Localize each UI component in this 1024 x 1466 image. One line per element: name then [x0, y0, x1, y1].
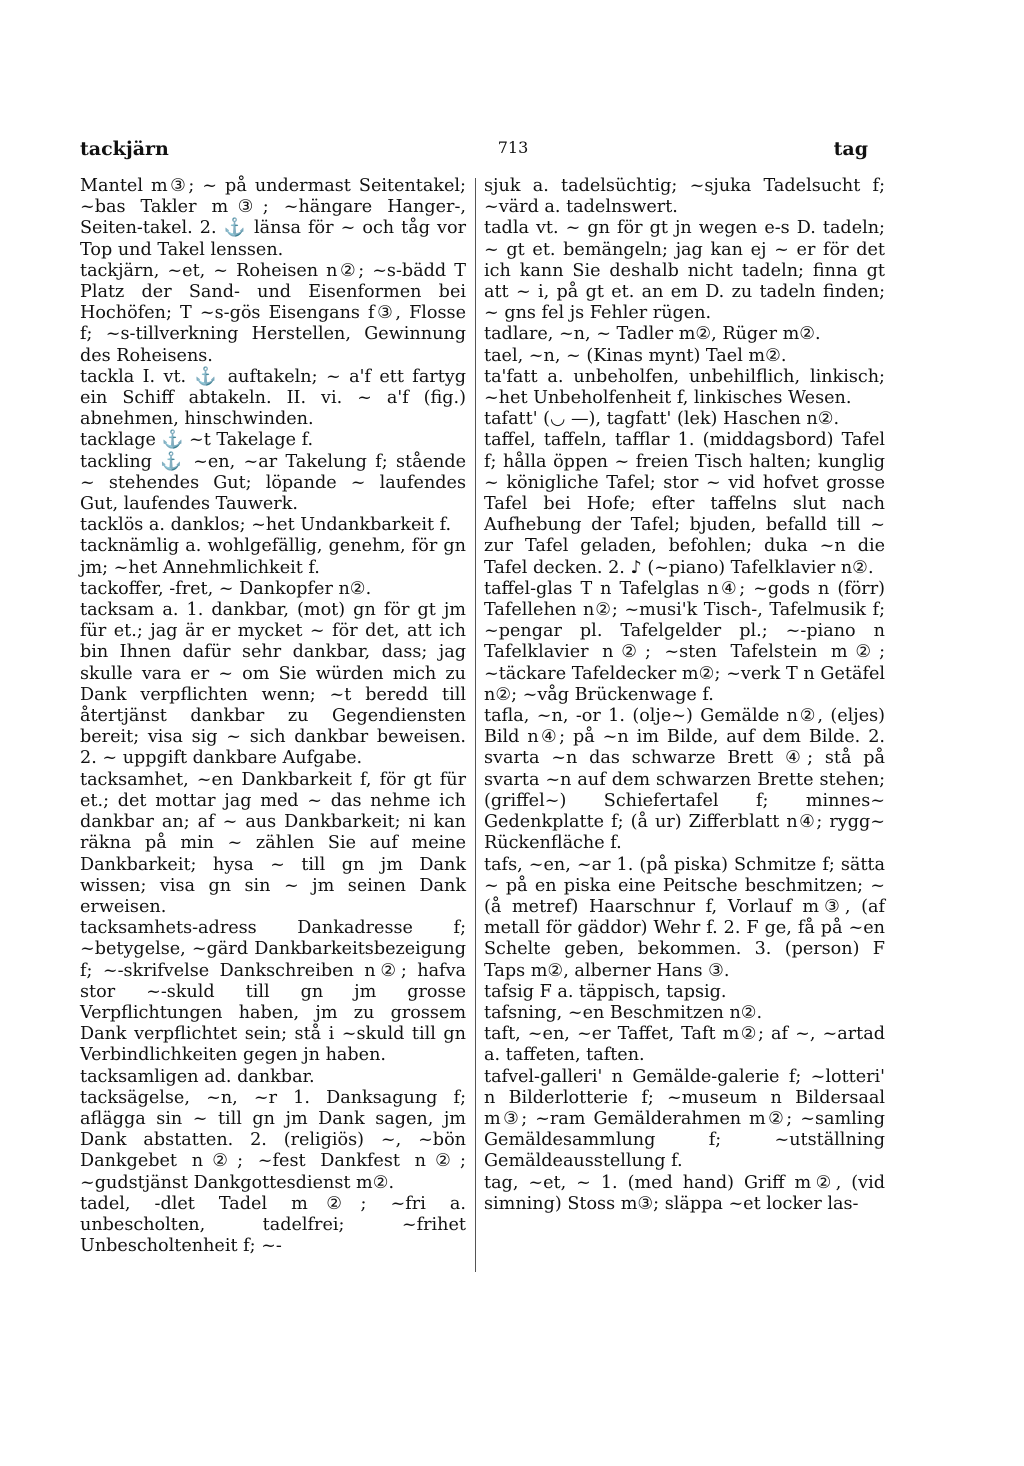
entry: tadla vt. ~ gn för gt jn wegen e-s D. tadeln; ~ gt et. bemängeln; jag kan ej ~ er för det ich kann Sie deshalb nicht tadeln; finna gt att ~ i, på gt et. an em D. zu tadeln finden; ~ gns fel js Fehler rügen. [484, 218, 885, 324]
entry: tacksamhet, ~en Dankbarkeit f, för gt für et.; det mottar jag med ~ das nehme ich dankbar an; af ~ aus Dankbarkeit; ni kan räkna på min ~ zählen Sie auf meine Dankbarkeit; hysa ~ till gn jm Dank wissen; visa gn sin ~ jm seinen Dank erweisen. [80, 769, 466, 917]
entry: tacksamligen ad. dankbar. [80, 1066, 315, 1087]
entry: tacklös a. danklos; ~het Undankbarkeit f. [80, 515, 452, 536]
entry: Mantel m③; ~ på undermast Seitentakel; ~bas Takler m③; ~hängare Hanger-, Seiten-takel. 2. ⚓ länsa för ~ och tåg vor Top und Takel lenssen. [80, 176, 466, 260]
right-column [484, 176, 885, 1215]
entry: sjuk a. tadelsüchtig; ~sjuka Tadelsucht f; ~värd a. tadelnswert. [484, 176, 885, 218]
left-column [80, 176, 466, 1257]
entry: tafatt' (◡ —), tagfatt' (lek) Haschen n②. [484, 409, 840, 430]
entry: taffel, taffeln, tafflar 1. (middagsbord) Tafel f; hålla öppen ~ freien Tisch halten; kunglig ~ königliche Tafel; stor ~ vid hofvet grosse Tafel bei Hofe; efter taffelns slut nach Aufhebung der Tafel; bjuden, befalld till ~ zur Tafel geladen, befohlen; duka ~n die Tafel decken. 2. ♪ (~piano) Tafelklavier n②. [484, 430, 885, 578]
running-head-left: tackjärn [80, 138, 169, 160]
entry: tacksam a. 1. dankbar, (mot) gn för gt jm für et.; jag är er mycket ~ för det, att ich bin Ihnen dafür sehr dankbar, dass; jag skulle vara er ~ om Sie würden mich zu Dank verpflichten wenn; ~t beredd till återtjänst dankbar zu Gegendiensten bereit; visa sig ~ sich dankbar beweisen. 2. ~ uppgift dankbare Aufgabe. [80, 600, 466, 769]
entry: tafs, ~en, ~ar 1. (på piska) Schmitze f; sätta ~ på en piska eine Peitsche beschmitzen; ~ (å metref) Haarschnur f, Vorlauf m③, (af metall för gäddor) Wehr f. 2. F ge, få på ~en Schelte geben, bekommen. 3. (person) F Taps m②, alberner Hans ③. [484, 854, 885, 981]
page-number: 713 [497, 138, 529, 157]
entry: tadlare, ~n, ~ Tadler m②, Rüger m②. [484, 324, 821, 345]
running-head-right: tag [833, 138, 868, 160]
entry: tackoffer, -fret, ~ Dankopfer n②. [80, 578, 372, 599]
entry: tafla, ~n, -or 1. (olje~) Gemälde n②, (eljes) Bild n④; på ~n im Bilde, auf dem Bilde. 2. svarta ~n das schwarze Brett ④; stå på svarta ~n auf dem schwarzen Brette stehen; (griffel~) Schiefertafel f; minnes~ Gedenkplatte f; (å ur) Zifferblatt n④; rygg~ Rückenfläche f. [484, 706, 885, 854]
entry: tacksägelse, ~n, ~r 1. Danksagung f; aflägga sin ~ till gn jm Dank sagen, jm Dank abstatten. 2. (religiös) ~, ~bön Dankgebet n②; ~fest Dankfest n②; ~gudstjänst Dankgottesdienst m②. [80, 1087, 466, 1193]
entry: tafsning, ~en Beschmitzen n②. [484, 1002, 763, 1023]
entry: tael, ~n, ~ (Kinas mynt) Tael m②. [484, 345, 787, 366]
column-divider [475, 178, 476, 1272]
entry: taffel-glas T n Tafelglas n④; ~gods n (förr) Tafellehen n②; ~musi'k Tisch-, Tafelmusik f; ~pengar pl. Tafelgelder pl.; ~-piano n Tafelklavier n②; ~sten Tafelstein m②; ~täckare Tafeldecker m②; ~verk T n Getäfel n②; ~våg Brückenwage f. [484, 578, 885, 705]
entry: tacklage ⚓ ~t Takelage f. [80, 430, 314, 451]
entry: tacksamhets-adress Dankadresse f; ~betygelse, ~gärd Dankbarkeitsbezeigung f; ~-skrifvelse Dankschreiben n②; hafva stor ~-skuld till gn jm grosse Verpflichtungen haben, jm zu grossem Dank verpflichtet sein; stå i ~skuld till gn Verbindlichkeiten gegen jn haben. [80, 918, 466, 1066]
entry: tag, ~et, ~ 1. (med hand) Griff m②, (vid simning) Stoss m③; släppa ~et locker las- [484, 1172, 885, 1214]
entry: tackla I. vt. ⚓ auftakeln; ~ a'f ett fartyg ein Schiff abtakeln. II. vi. ~ a'f (fig.) abnehmen, hinschwinden. [80, 366, 466, 430]
entry: tadel, -dlet Tadel m②; ~fri a. unbescholten, tadelfrei; ~frihet Unbescholtenheit f; ~- [80, 1193, 466, 1257]
entry: tackjärn, ~et, ~ Roheisen n②; ~s-bädd T Platz der Sand- und Eisenformen bei Hochöfen; T ~s-gös Eisengans f③, Flosse f; ~s-tillverkning Herstellen, Gewinnung des Roheisens. [80, 260, 466, 366]
entry: ta'fatt a. unbeholfen, unbehilflich, linkisch; ~het Unbeholfenheit f, linkisches Wesen. [484, 366, 885, 409]
entry: tafsig F a. täppisch, tapsig. [484, 981, 727, 1002]
entry: tafvel-galleri' n Gemälde-galerie f; ~lotteri' n Bilderlotterie f; ~museum n Bildersaal m③; ~ram Gemälderahmen m②; ~samling Gemäldesammlung f; ~utställning Gemäldeausstellung f. [484, 1066, 885, 1172]
entry: taft, ~en, ~er Taffet, Taft m②; af ~, ~artad a. taffeten, taften. [484, 1024, 885, 1066]
entry: tackling ⚓ ~en, ~ar Takelung f; stående ~ stehendes Gut; löpande ~ laufendes Gut, laufendes Tauwerk. [80, 451, 466, 515]
entry: tacknämlig a. wohlgefällig, genehm, för gn jm; ~het Annehmlichkeit f. [80, 536, 466, 578]
